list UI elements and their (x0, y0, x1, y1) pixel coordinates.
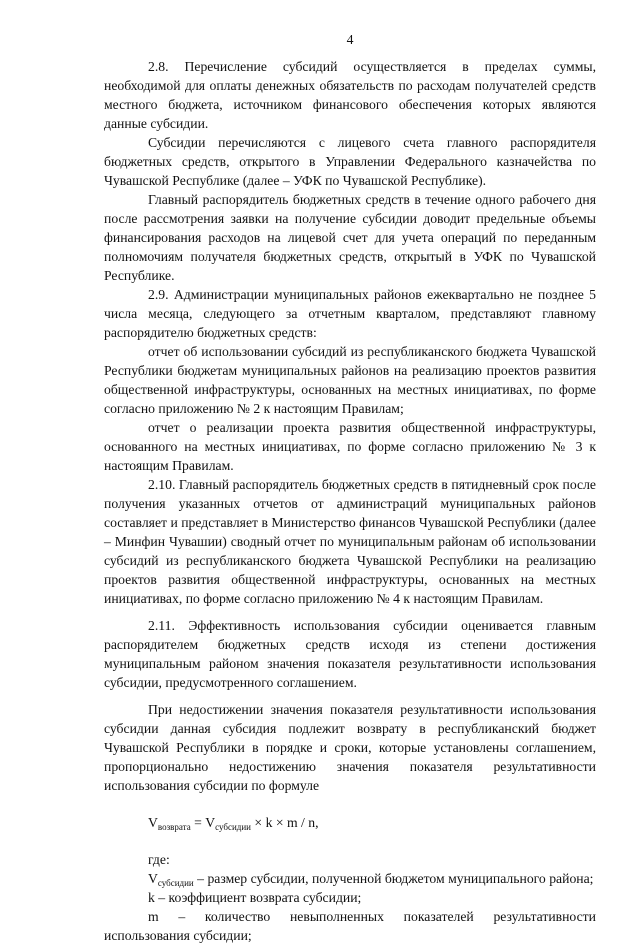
paragraph-refund-rule: При недостижении значения показателя результативности использования субсидии данная субсидия подлежит возврату в республиканский бюджет Чувашской Республики в порядке и сроки, которые установлены соглашением, пропорционально недостижению значения показателя результативности использования субсидии по формуле (104, 702, 596, 793)
refund-formula (148, 813, 596, 832)
formula-equals: = V (190, 815, 216, 830)
paragraph-report-project: отчет о реализации проекта развития общественной инфраструктуры, основанного на местных инициативах, по форме согласно приложению № 3 к настоящим Правилам. (104, 420, 596, 473)
definition-k: k – коэффициент возврата субсидии; (148, 890, 362, 905)
definition-v-text: – размер субсидии, полученной бюджетом муниципального района; (193, 871, 594, 886)
paragraph-2-11: 2.11. Эффективность использования субсидии оценивается главным распорядителем бюджетных средств исходя из степени достижения муниципальным районом значения показателя результативности использования субсидии, предусмотренного соглашением. (104, 618, 596, 690)
paragraph-2-9: 2.9. Администрации муниципальных районов ежеквартально не позднее 5 числа месяца, следующего за отчетным кварталом, представляют главному распорядителю бюджетных средств: (104, 287, 596, 340)
formula-lhs: V (148, 815, 158, 830)
paragraph-report-usage: отчет об использовании субсидий из республиканского бюджета Чувашской Республики бюджетам муниципальных районов на реализацию проектов развития общественной инфраструктуры, основанных на местных инициативах, по форме согласно приложению № 2 к настоящим Правилам; (104, 344, 596, 416)
paragraph-2-10: 2.10. Главный распорядитель бюджетных средств в пятидневный срок после получения указанных отчетов от администраций муниципальных районов составляет и представляет в Министерство финансов Чувашской Республики (далее – Минфин Чувашии) сводный отчет по муниципальным районам об использовании субсидий из республиканского бюджета Чувашской Республики на реализацию проектов развития общественной инфраструктуры, основанных на местных инициативах, по форме согласно приложению № 4 к настоящим Правилам. (104, 477, 596, 606)
formula-lhs-subscript: возврата (157, 822, 191, 832)
definition-v-subscript: субсидии (157, 878, 194, 888)
paragraph-funding-limits: Главный распорядитель бюджетных средств в течение одного рабочего дня после рассмотрения заявки на получение субсидии доводит предельные объемы финансирования расходов на лицевой счет для учета операций по переданным полномочиям получателя бюджетных средств, открытый в УФК по Чувашской Республике. (104, 192, 596, 283)
definition-m: m – количество невыполненных показателей результативности использования субсидии; (104, 909, 596, 943)
page-number: 4 (346, 32, 354, 47)
definition-v-symbol: V (148, 871, 158, 886)
formula-rhs-subscript: субсидии (215, 822, 251, 832)
paragraph-2-8: 2.8. Перечисление субсидий осуществляется в пределах суммы, необходимой для оплаты денежных обязательств по расходам получателей средств местного бюджета, источником финансового обеспечения которых являются данные субсидии. (104, 59, 596, 131)
where-label: где: (148, 852, 170, 867)
formula-rest: × k × m / n, (251, 815, 319, 830)
definition-v (104, 869, 596, 888)
document-page (104, 30, 596, 945)
paragraph-subsidy-transfer: Субсидии перечисляются с лицевого счета главного распорядителя бюджетных средств, открытого в Управлении Федерального казначейства по Чувашской Республике (далее – УФК по Чувашской Республике). (104, 135, 596, 188)
